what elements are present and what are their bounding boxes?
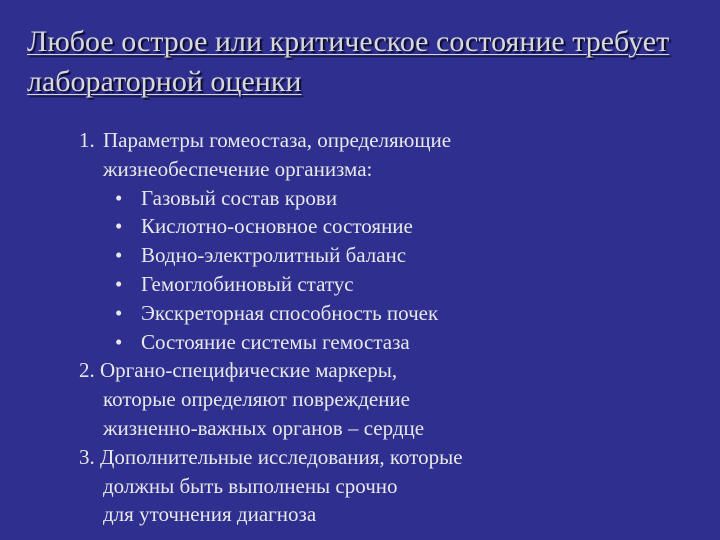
bullet-item: [79, 299, 709, 328]
bullet-item: [79, 184, 709, 213]
bullet-icon: •: [115, 329, 123, 354]
bullet-item: [79, 328, 709, 357]
list-item-3-continuation: для уточнения диагноза: [103, 502, 317, 527]
list-item-text: Дополнительные исследования, которые: [100, 444, 463, 469]
bullet-text: Газовый состав крови: [141, 185, 338, 210]
bullet-icon: •: [115, 185, 123, 210]
bullet-text: Кислотно-основное состояние: [141, 214, 413, 239]
list-item-3: [79, 443, 709, 472]
bullet-text: Гемоглобиновый статус: [141, 271, 354, 296]
bullet-item: [79, 241, 709, 270]
list-item-2: [79, 356, 709, 385]
bullet-text: Водно-электролитный баланс: [141, 243, 407, 268]
slide-body: [79, 126, 709, 529]
bullet-icon: •: [115, 243, 123, 268]
list-number: 3.: [79, 444, 95, 469]
bullet-item: [79, 212, 709, 241]
list-item-text: Параметры гомеостаза, определяющие: [103, 128, 452, 152]
bullet-icon: •: [115, 300, 123, 325]
list-item-2-continuation: жизненно-важных органов – сердце: [103, 415, 425, 440]
bullet-text: Экскреторная способность почек: [141, 300, 439, 325]
list-item-3-continuation: должны быть выполнены срочно: [103, 473, 398, 498]
list-number: 1.: [79, 128, 95, 152]
bullet-icon: •: [115, 214, 123, 239]
list-item-2-continuation: которые определяют повреждение: [103, 387, 410, 412]
list-item-1-continuation: жизнеобеспечение организма:: [103, 156, 373, 181]
list-item-text: Органо-специфические маркеры,: [100, 358, 398, 383]
slide-title: [27, 22, 717, 102]
bullet-icon: •: [115, 271, 123, 296]
bullet-item: [79, 270, 709, 299]
list-number: 2.: [79, 358, 95, 383]
title-line-1: Любое острое или критическое состояние требует: [27, 25, 670, 58]
list-item-1: [79, 126, 709, 155]
bullet-text: Состояние системы гемостаза: [141, 329, 410, 354]
title-line-2: лабораторной оценки: [27, 65, 302, 98]
